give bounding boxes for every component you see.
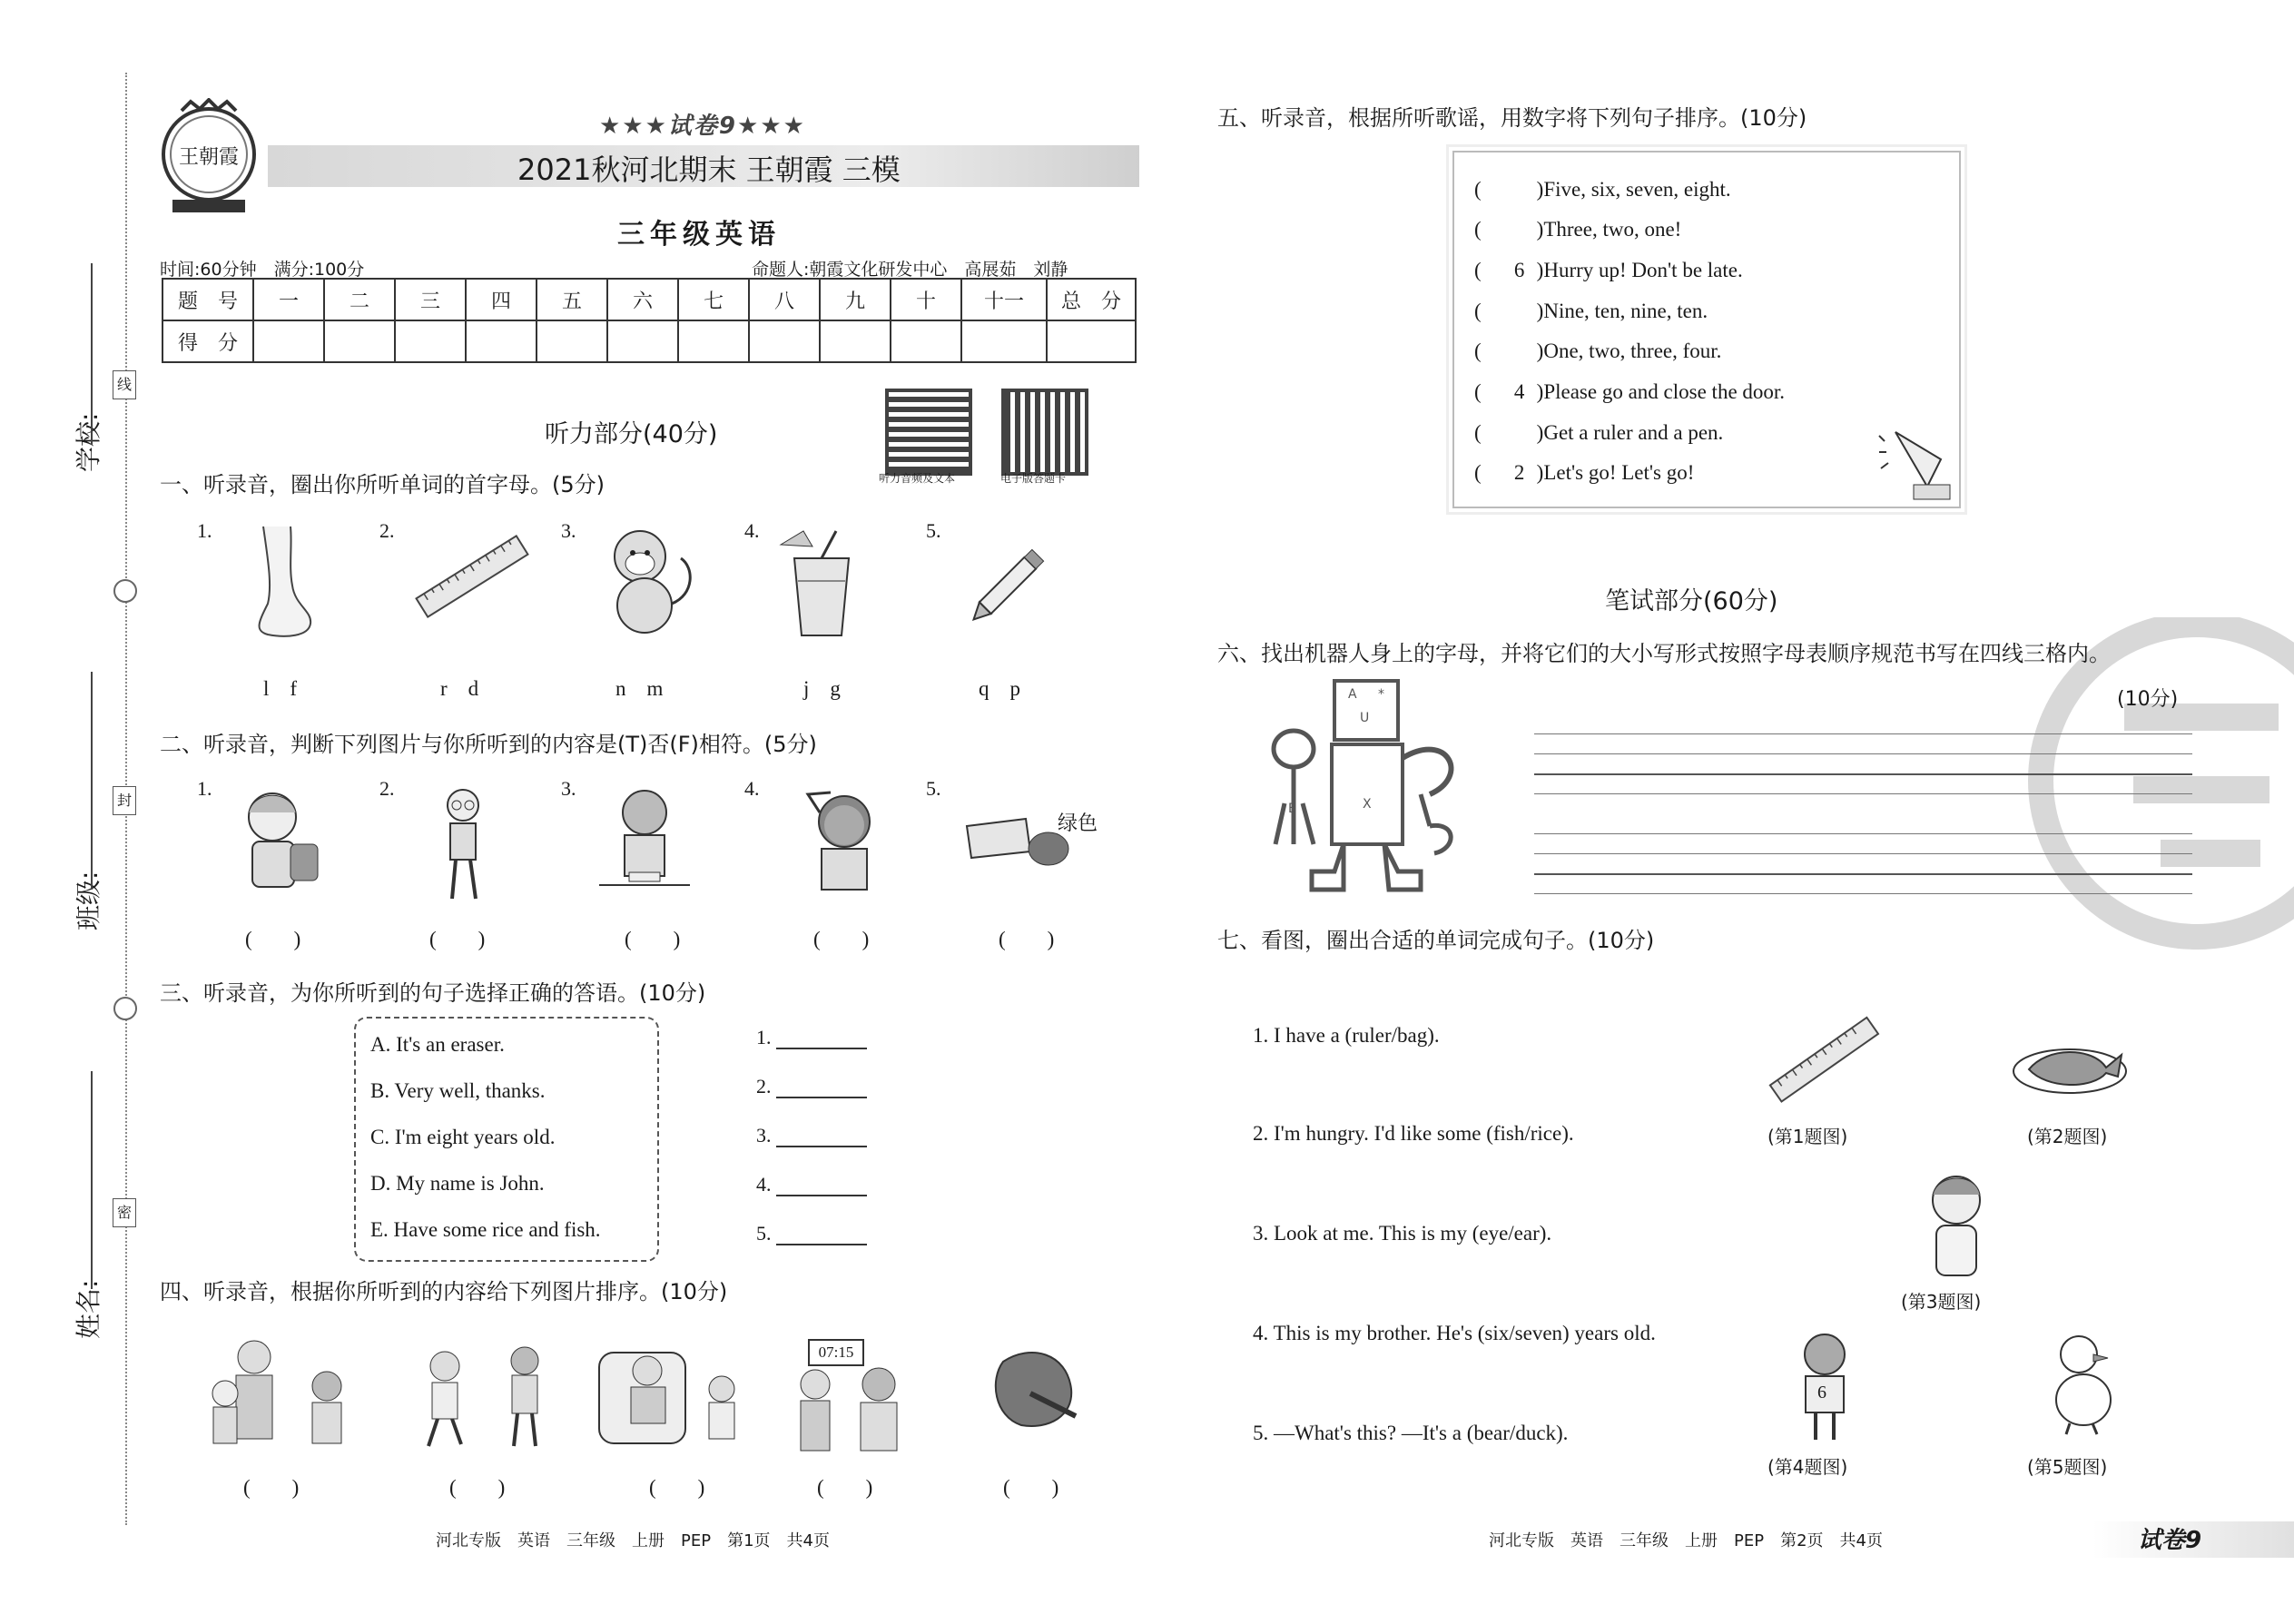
table-cell: 二 <box>324 279 395 320</box>
answer-paren[interactable]: ( ) <box>1003 1476 1059 1499</box>
school-field[interactable] <box>91 263 93 445</box>
q1-title: 一、听录音，圈出你所听单词的首字母。(5分) <box>160 472 605 497</box>
order-blank[interactable]: ( <box>1474 178 1502 201</box>
grandpa-chair-picture <box>595 1334 753 1452</box>
table-cell: 十一 <box>961 279 1047 320</box>
answer-paren[interactable]: ( ) <box>813 928 870 950</box>
qr-code-audio[interactable] <box>885 389 972 476</box>
q5-item <box>1474 416 1723 446</box>
q5-title: 五、听录音，根据所听歌谣，用数字将下列句子排序。(10分) <box>1217 105 1807 131</box>
robot-letter: * <box>1378 687 1384 702</box>
table-cell: 题 号 <box>162 279 253 320</box>
q5-item <box>1474 334 1721 364</box>
qr-caption-answer: 电子版答题卡 <box>1000 472 1067 485</box>
answer-blank-row <box>756 1124 867 1147</box>
q5-sentence: )Five, six, seven, eight. <box>1536 178 1731 201</box>
q5-sentence: )One, two, three, four. <box>1536 340 1722 362</box>
school-label: 学校: <box>74 412 103 472</box>
boy-with-bag-picture <box>227 785 327 903</box>
blank-num: 1. <box>756 1026 772 1048</box>
order-num[interactable]: 6 <box>1513 259 1525 281</box>
table-cell: 总 分 <box>1047 279 1136 320</box>
q5-item <box>1474 456 1694 486</box>
score-input[interactable] <box>537 320 607 362</box>
binding-hole-icon <box>113 997 137 1020</box>
six-card: 6 <box>1817 1383 1826 1403</box>
option-item: C. I'm eight years old. <box>370 1126 556 1148</box>
four-line-grid[interactable] <box>1534 733 2192 797</box>
answer-paren[interactable]: ( ) <box>625 928 681 950</box>
answer-blank[interactable] <box>776 1173 867 1196</box>
q7-sentence[interactable]: 1. I have a (ruler/bag). <box>1253 1024 1440 1047</box>
table-cell: 十 <box>891 279 961 320</box>
answer-paren[interactable]: ( ) <box>817 1476 873 1499</box>
q5-item <box>1474 375 1785 405</box>
boy-pointing-eye-picture <box>1920 1171 1993 1284</box>
blank-num: 5. <box>756 1222 772 1245</box>
q2-num: 1. <box>197 777 212 800</box>
option-item: B. Very well, thanks. <box>370 1079 546 1102</box>
q2-num: 3. <box>561 777 576 800</box>
answer-paren[interactable]: ( ) <box>449 1476 506 1499</box>
score-input[interactable] <box>1047 320 1136 362</box>
order-blank[interactable]: ( <box>1474 380 1502 403</box>
logo <box>154 98 263 216</box>
class-field[interactable] <box>91 672 93 890</box>
class-label: 班级: <box>74 871 103 930</box>
time-info: 时间:60分钟 满分:100分 <box>160 260 365 280</box>
score-input[interactable] <box>253 320 324 362</box>
q7-sentence[interactable]: 5. —What's this? —It's a (bear/duck). <box>1253 1422 1569 1444</box>
score-input[interactable] <box>678 320 749 362</box>
blank-num: 2. <box>756 1075 772 1097</box>
table-cell: 八 <box>749 279 820 320</box>
q1-num: 2. <box>379 519 395 542</box>
answer-paren[interactable]: ( ) <box>429 928 486 950</box>
boy-touching-head-picture <box>794 785 894 899</box>
blank-num: 3. <box>756 1124 772 1147</box>
robot-letter: X <box>1363 797 1372 812</box>
family-scene-picture <box>200 1330 354 1452</box>
footer-right: 河北专版 英语 三年级 上册 PEP 第2页 共4页 <box>1489 1531 1883 1550</box>
q1-letters[interactable]: l f <box>263 677 298 700</box>
order-blank[interactable]: ( <box>1474 421 1502 444</box>
table-cell: 一 <box>253 279 324 320</box>
robot-letter: U <box>1360 711 1370 725</box>
answer-paren[interactable]: ( ) <box>243 1476 300 1499</box>
q1-num: 3. <box>561 519 576 542</box>
face-closeup-picture <box>985 1343 1085 1434</box>
q5-sentence: )Three, two, one! <box>1536 218 1682 241</box>
answer-blank-row <box>756 1173 867 1196</box>
table-cell: 四 <box>466 279 537 320</box>
option-item: E. Have some rice and fish. <box>370 1218 601 1241</box>
q7-sentence[interactable]: 4. This is my brother. He's (six/seven) years old. <box>1253 1322 1656 1344</box>
ruler-picture <box>1761 1015 1888 1106</box>
pencil-picture <box>958 536 1058 635</box>
q5-sentence: )Let's go! Let's go! <box>1536 461 1695 484</box>
girl-with-glasses-picture <box>427 785 499 908</box>
q1-letters[interactable]: r d <box>440 677 479 700</box>
q1-letters[interactable]: j g <box>803 677 841 700</box>
name-label: 姓名: <box>74 1279 103 1339</box>
footer-tag: 试卷9 <box>2138 1527 2202 1554</box>
answer-blank-row <box>756 1075 867 1098</box>
robot-picture <box>1266 676 1475 903</box>
q5-sentence: )Get a ruler and a pen. <box>1536 421 1724 444</box>
binding-hole-icon <box>113 579 137 603</box>
paint-tube-picture <box>962 808 1071 881</box>
q7-title: 七、看图，圈出合适的单词完成句子。(10分) <box>1217 928 1655 953</box>
q2-title: 二、听录音，判断下列图片与你所听到的内容是(T)否(F)相符。(5分) <box>160 732 817 757</box>
q2-num: 4. <box>744 777 760 800</box>
q1-num: 5. <box>926 519 941 542</box>
four-line-grid[interactable] <box>1534 833 2192 897</box>
fish-dish-picture <box>2011 1033 2129 1097</box>
option-item: A. It's an eraser. <box>370 1033 505 1056</box>
answer-blank-row <box>756 1222 867 1245</box>
answer-blank[interactable] <box>776 1075 867 1098</box>
monkey-picture <box>595 522 704 640</box>
score-input[interactable] <box>891 320 961 362</box>
answer-paren[interactable]: ( ) <box>245 928 301 950</box>
q5-item <box>1474 253 1743 283</box>
q1-letters[interactable]: q p <box>979 677 1020 700</box>
foot-picture <box>245 522 318 640</box>
qr-code-answer[interactable] <box>1001 389 1088 476</box>
order-blank[interactable]: ( <box>1474 259 1502 281</box>
table-cell: 得 分 <box>162 320 253 362</box>
q5-sentence: )Please go and close the door. <box>1536 380 1786 403</box>
q6-score: (10分) <box>2117 688 2179 711</box>
q4-title: 四、听录音，根据你所听到的内容给下列图片排序。(10分) <box>160 1279 728 1304</box>
ruler-picture <box>409 531 536 622</box>
q3-options-box <box>354 1017 659 1262</box>
option-item: D. My name is John. <box>370 1172 545 1195</box>
order-blank[interactable]: ( <box>1474 340 1502 362</box>
figure-caption: (第5题图) <box>2027 1456 2108 1478</box>
answer-paren[interactable]: ( ) <box>999 928 1055 950</box>
q3-title: 三、听录音，为你所听到的句子选择正确的答语。(10分) <box>160 980 706 1006</box>
score-input[interactable] <box>820 320 891 362</box>
exam-title: 2021秋河北期末 王朝霞 三模 <box>517 153 901 187</box>
watermark-seal-icon <box>2024 617 2294 999</box>
q6-title: 六、找出机器人身上的字母，并将它们的大小写形式按照字母表顺序规范书写在四线三格内。 <box>1217 641 2111 666</box>
order-blank[interactable]: ( <box>1474 461 1502 484</box>
answer-blank[interactable] <box>776 1026 867 1049</box>
q7-sentence[interactable]: 2. I'm hungry. I'd like some (fish/rice). <box>1253 1122 1574 1145</box>
seal-mark-line: 线 <box>113 370 136 399</box>
answer-blank[interactable] <box>776 1124 867 1147</box>
q1-letters[interactable]: n m <box>615 677 664 700</box>
q5-sentence: )Hurry up! Don't be late. <box>1536 259 1743 281</box>
duck-picture <box>2043 1327 2124 1441</box>
figure-caption: (第4题图) <box>1767 1456 1848 1478</box>
blank-num: 4. <box>756 1173 772 1196</box>
score-input[interactable] <box>466 320 537 362</box>
order-blank[interactable]: ( <box>1474 300 1502 322</box>
score-input[interactable] <box>749 320 820 362</box>
score-input[interactable] <box>961 320 1047 362</box>
gramophone-icon <box>1877 423 1959 505</box>
score-input[interactable] <box>324 320 395 362</box>
exam-badge: ★★★试卷9★★★ <box>599 113 806 140</box>
morning-scene-picture <box>788 1366 924 1452</box>
q2-num: 2. <box>379 777 395 800</box>
listening-title: 听力部分(40分) <box>545 420 718 448</box>
score-input[interactable] <box>395 320 466 362</box>
answer-blank[interactable] <box>776 1222 867 1245</box>
table-cell: 六 <box>607 279 678 320</box>
q5-item <box>1474 172 1731 202</box>
seal-mark-secret: 密 <box>113 1198 136 1227</box>
robot-letter: E <box>1288 802 1296 816</box>
answer-blank-row <box>756 1026 867 1049</box>
qr-caption-audio: 听力音频及文本 <box>879 472 956 485</box>
table-cell: 九 <box>820 279 891 320</box>
kids-playing-picture <box>418 1339 554 1452</box>
answer-paren[interactable]: ( ) <box>649 1476 705 1499</box>
green-label: 绿色 <box>1058 812 1098 835</box>
table-cell: 五 <box>537 279 607 320</box>
q5-item <box>1474 294 1708 324</box>
figure-caption: (第3题图) <box>1901 1291 1982 1313</box>
author-info: 命题人:朝霞文化研发中心 高展茹 刘静 <box>752 260 1068 280</box>
q5-item <box>1474 212 1681 242</box>
order-blank[interactable]: ( <box>1474 218 1502 241</box>
q2-num: 5. <box>926 777 941 800</box>
order-num[interactable]: 2 <box>1513 461 1525 484</box>
juice-picture <box>776 527 867 645</box>
figure-caption: (第2题图) <box>2027 1126 2108 1147</box>
footer-left: 河北专版 英语 三年级 上册 PEP 第1页 共4页 <box>436 1531 830 1550</box>
score-table-header-row <box>162 279 1136 320</box>
girl-with-cake-picture <box>595 785 694 894</box>
page-subject: 三年级英语 <box>617 219 781 251</box>
score-input[interactable] <box>607 320 678 362</box>
q5-sentence: )Nine, ten, nine, ten. <box>1536 300 1708 322</box>
table-cell: 三 <box>395 279 466 320</box>
score-table <box>162 278 1137 363</box>
q1-num: 4. <box>744 519 760 542</box>
order-num[interactable]: 4 <box>1513 380 1525 403</box>
name-field[interactable] <box>91 1071 93 1289</box>
clock-display: 07:15 <box>808 1339 864 1366</box>
table-cell: 七 <box>678 279 749 320</box>
figure-caption: (第1题图) <box>1767 1126 1848 1147</box>
writing-title: 笔试部分(60分) <box>1605 587 1778 615</box>
robot-letter: A <box>1348 687 1357 702</box>
svg-text:王朝霞: 王朝霞 <box>178 146 240 169</box>
q1-num: 1. <box>197 519 212 542</box>
score-table-score-row <box>162 320 1136 362</box>
seal-mark-seal: 封 <box>113 786 136 815</box>
q7-sentence[interactable]: 3. Look at me. This is my (eye/ear). <box>1253 1222 1552 1245</box>
